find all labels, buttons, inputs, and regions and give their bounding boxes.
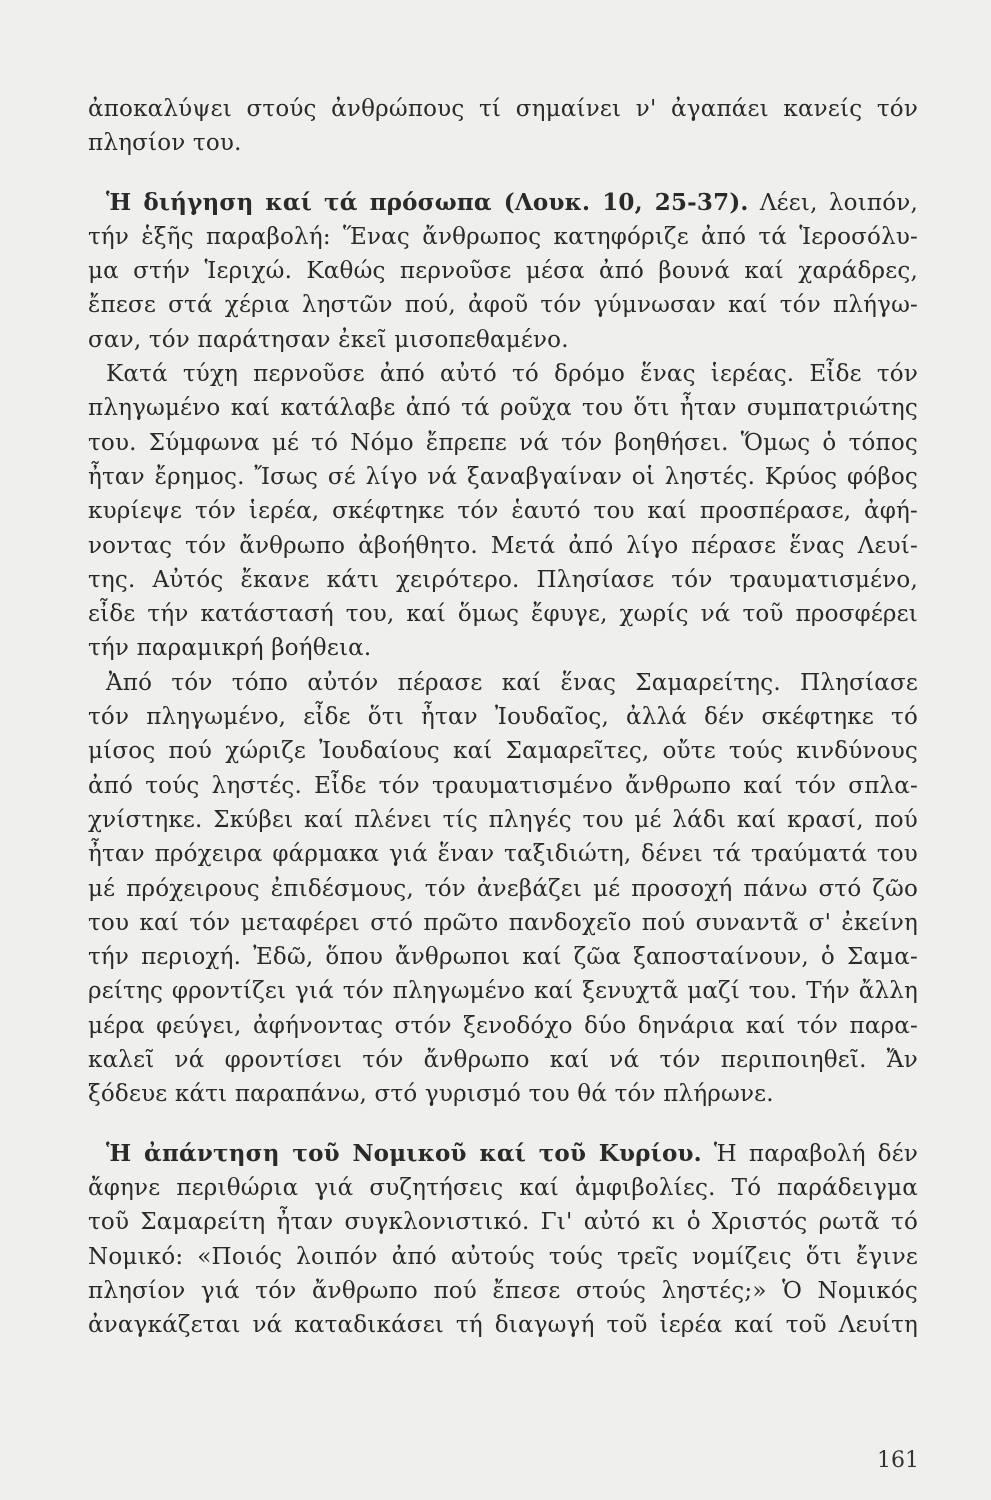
text-line: Ἀπό τόν τόπο αὐτόν πέρασε καί ἕνας Σαμαρείτης. Πλησίασε (106, 669, 918, 696)
text-span: Λέει, λοιπόν, (748, 189, 918, 216)
text-line: κυρίεψε τόν ἱερέα, σκέφτηκε τόν ἑαυτό του καί προσπέρασε, ἀφή- (88, 498, 918, 525)
text-line: τήν περιοχή. Ἐδῶ, ὅπου ἄνθρωποι καί ζῶα ξαποσταίνουν, ὁ Σαμα- (88, 944, 918, 971)
text-line: ἄφηνε περιθώρια γιά συζητήσεις καί ἀμφιβολίες. Τό παράδειγμα (88, 1174, 918, 1201)
page-number: 161 (877, 1448, 919, 1473)
section-heading-narrative: Ἡ διήγηση καί τά πρόσωπα (Λουκ. 10, 25-37). (106, 188, 749, 216)
text-line: μα στήν Ἱεριχώ. Καθώς περνοῦσε μέσα ἀπό βουνά καί χαράδρες, (88, 258, 918, 285)
text-line: τήν παραμικρή βοήθεια. (88, 635, 372, 662)
text-line: χνίστηκε. Σκύβει καί πλένει τίς πληγές του μέ λάδι καί κρασί, πού (88, 806, 918, 833)
text-line: ρείτης φροντίζει γιά τόν πληγωμένο καί ξενυχτᾶ μαζί του. Τήν ἄλλη (88, 978, 918, 1005)
paragraph-2 (88, 186, 918, 357)
text-line: ἀποκαλύψει στούς ἀνθρώπους τί σημαίνει ν' ἀγαπάει κανείς τόν (88, 96, 918, 122)
text-line: πληγωμένο καί κατάλαβε ἀπό τά ροῦχα του ὅτι ἦταν συμπατριώτης (88, 395, 918, 422)
body-text (88, 92, 918, 1342)
text-line: του. Σύμφωνα μέ τό Νόμο ἔπρεπε νά τόν βοηθήσει. Ὅμως ὁ τόπος (88, 429, 918, 456)
text-line: του καί τόν μεταφέρει στό πρῶτο πανδοχεῖο πού συναντᾶ σ' ἐκείνη (88, 909, 918, 936)
text-line: πλησίον γιά τόν ἄνθρωπο πού ἔπεσε στούς ληστές;» Ὁ Νομικός (88, 1277, 918, 1304)
text-line: τοῦ Σαμαρείτη ἦταν συγκλονιστικό. Γι' αὐτό κι ὁ Χριστός ρωτᾶ τό (88, 1209, 918, 1236)
text-line (88, 186, 918, 220)
paragraph-5 (88, 1137, 918, 1343)
text-line: τήν ἑξῆς παραβολή: Ἕνας ἄνθρωπος κατηφόριζε ἀπό τά Ἱεροσόλυ- (88, 223, 918, 250)
text-line: Κατά τύχη περνοῦσε ἀπό αὐτό τό δρόμο ἕνας ἱερέας. Εἶδε τόν (106, 361, 918, 388)
paragraph-gap (88, 161, 918, 186)
text-line: τόν πληγωμένο, εἶδε ὅτι ἦταν Ἰουδαῖος, ἀλλά δέν σκέφτηκε τό (88, 704, 918, 731)
text-line: Νομικό: «Ποιός λοιπόν ἀπό αὐτούς τούς τρεῖς νομίζεις ὅτι ἔγινε (88, 1243, 918, 1270)
text-line: ἀπό τούς ληστές. Εἶδε τόν τραυματισμένο ἄνθρωπο καί τόν σπλα- (88, 772, 918, 799)
text-line (88, 1137, 918, 1171)
text-line: μίσος πού χώριζε Ἰουδαίους καί Σαμαρεῖτες, οὔτε τούς κινδύνους (88, 738, 918, 765)
text-line: ἦταν ἔρημος. Ἴσως σέ λίγο νά ξαναβγαίναν οἱ ληστές. Κρύος φόβος (88, 463, 918, 490)
text-line: πλησίον του. (88, 130, 242, 157)
paragraph-3 (88, 357, 918, 666)
text-span: Ἡ παραβολή δέν (701, 1140, 919, 1167)
paragraph-gap (88, 1112, 918, 1137)
text-line: μέ πρόχειρους ἐπιδέσμους, τόν ἀνεβάζει μέ προσοχή πάνω στό ζῶο (88, 875, 918, 902)
text-line: ἀναγκάζεται νά καταδικάσει τή διαγωγή τοῦ ἱερέα καί τοῦ Λευίτη (88, 1312, 918, 1339)
text-line: ἔπεσε στά χέρια ληστῶν πού, ἀφοῦ τόν γύμνωσαν καί τόν πλήγω- (88, 292, 918, 319)
text-line: εἶδε τήν κατάστασή του, καί ὅμως ἔφυγε, χωρίς νά τοῦ προσφέρει (88, 601, 918, 628)
paragraph-4 (88, 666, 918, 1112)
text-line: νοντας τόν ἄνθρωπο ἀβοήθητο. Μετά ἀπό λίγο πέρασε ἕνας Λευί- (88, 532, 918, 559)
section-heading-answer: Ἡ ἀπάντηση τοῦ Νομικοῦ καί τοῦ Κυρίου. (106, 1139, 702, 1167)
text-line: μέρα φεύγει, ἀφήνοντας στόν ξενοδόχο δύο δηνάρια καί τόν παρα- (88, 1012, 918, 1039)
text-line: σαν, τόν παράτησαν ἐκεῖ μισοπεθαμένο. (88, 326, 569, 353)
text-line: ξόδευε κάτι παραπάνω, στό γυρισμό του θά τόν πλήρωνε. (88, 1081, 774, 1108)
text-line: ἦταν πρόχειρα φάρμακα γιά ἕναν ταξιδιώτη, δένει τά τραύματά του (88, 841, 918, 868)
text-line: καλεῖ νά φροντίσει τόν ἄνθρωπο καί νά τόν περιποιηθεῖ. Ἄν (88, 1047, 918, 1074)
text-line: της. Αὐτός ἔκανε κάτι χειρότερο. Πλησίασε τόν τραυματισμένο, (88, 566, 918, 593)
paragraph-1 (88, 92, 918, 161)
